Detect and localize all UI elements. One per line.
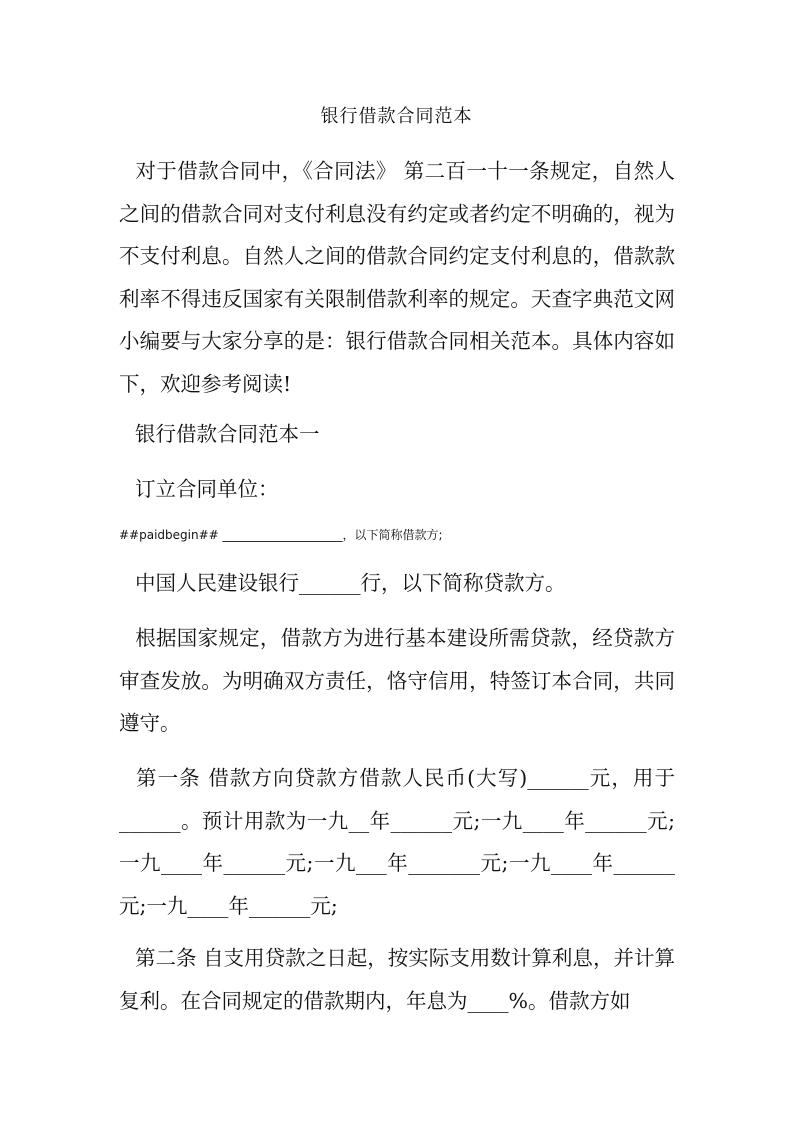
article-two — [119, 937, 675, 1022]
basis-paragraph — [119, 617, 675, 745]
paragraph-text: 对于借款合同中，《合同法》 第二百一十一条规定，自然人之间的借款合同对支付利息没有约定或者约定不明确的，视为不支付利息。自然人之间的借款合同约定支付利息的，借款款利率不得违反国家有关限制借款利率的规定。天查字典范文网小编要与大家分享的是：银行借款合同相关范本。具体内容如下，欢迎参考阅读! — [119, 159, 675, 396]
section-heading-text: 银行借款合同范本一 — [135, 422, 320, 446]
section-heading — [119, 413, 675, 456]
lender-text: 中国人民建设银行______行，以下简称贷款方。 — [135, 571, 566, 595]
article-one — [119, 757, 675, 927]
intro-paragraph — [119, 150, 675, 405]
article-one-text: 第一条 借款方向贷款方借款人民币(大写)______元，用于______。预计用款为一九__年______元;一九____年______元;一九____年______元;一九___年_______元;一九____年______元;一九____年______元; — [119, 766, 675, 918]
contract-parties-text: 订立合同单位： — [135, 477, 279, 501]
contract-parties-label — [119, 468, 675, 511]
lender-line — [119, 562, 675, 605]
borrower-line: ##paidbegin## ____________________，以下简称借款方; — [119, 528, 443, 542]
document-title: 银行借款合同范本 — [320, 106, 473, 127]
basis-text: 根据国家规定，借款方为进行基本建设所需贷款，经贷款方审查发放。为明确双方责任，恪守信用，特签订本合同，共同遵守。 — [119, 626, 675, 735]
article-two-text: 第二条 自支用贷款之日起，按实际支用数计算利息，并计算复利。在合同规定的借款期内，年息为____%。借款方如 — [119, 946, 675, 1013]
